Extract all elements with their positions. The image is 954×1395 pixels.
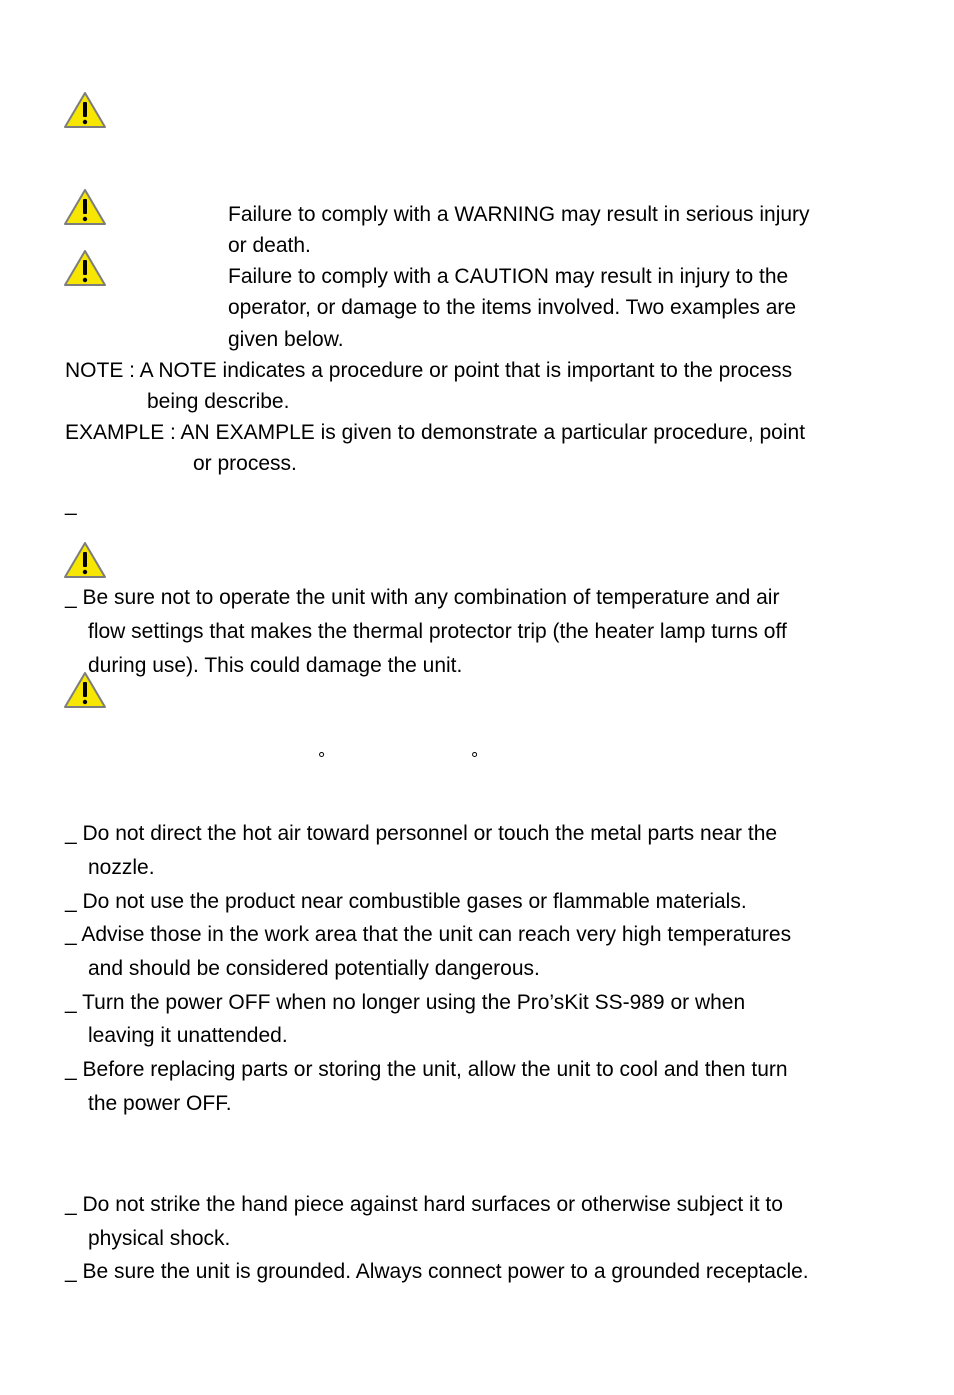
caution-definition-line: Failure to comply with a CAUTION may result in injury to the <box>228 265 789 288</box>
caution-paragraph-line: during use). This could damage the unit. <box>88 654 463 677</box>
degree-mark: ° <box>318 749 326 769</box>
degree-mark: ° <box>471 749 479 769</box>
caution-list-item: _ Do not strike the hand piece against hard surfaces or otherwise subject it to <box>65 1193 783 1216</box>
warning-list-item: _ Before replacing parts or storing the unit, allow the unit to cool and then turn <box>65 1058 788 1081</box>
example-definition-line: EXAMPLE : AN EXAMPLE is given to demonstrate a particular procedure, point <box>65 421 806 444</box>
caution-paragraph-line: flow settings that makes the thermal protector trip (the heater lamp turns off <box>88 620 787 643</box>
warning-list-item: the power OFF. <box>88 1092 232 1115</box>
warning-list-item: _ Advise those in the work area that the unit can reach very high temperatures <box>65 923 792 946</box>
warning-list-item: _ Turn the power OFF when no longer using the Pro’sKit SS-989 or when <box>65 991 746 1014</box>
caution-list-item: _ Be sure the unit is grounded. Always connect power to a grounded receptacle. <box>65 1260 809 1283</box>
caution-definition-line: given below. <box>228 328 344 351</box>
warning-triangle-icon <box>63 249 107 287</box>
warning-triangle-icon <box>63 541 107 579</box>
note-definition-line: being describe. <box>147 390 290 413</box>
warning-triangle-icon <box>63 91 107 129</box>
caution-paragraph-line: _ Be sure not to operate the unit with any combination of temperature and air <box>65 586 780 609</box>
caution-definition-line: operator, or damage to the items involved. Two examples are <box>228 296 797 319</box>
note-definition-line: NOTE : A NOTE indicates a procedure or point that is important to the process <box>65 359 793 382</box>
caution-list-item: physical shock. <box>88 1227 231 1250</box>
separator-mark: _ <box>65 493 77 516</box>
warning-list-item: leaving it unattended. <box>88 1024 288 1047</box>
warning-definition-line: Failure to comply with a WARNING may result in serious injury <box>228 203 810 226</box>
warning-triangle-icon <box>63 188 107 226</box>
warning-list-item: nozzle. <box>88 856 155 879</box>
example-definition-line: or process. <box>193 452 297 475</box>
warning-list-item: and should be considered potentially dangerous. <box>88 957 540 980</box>
warning-list-item: _ Do not use the product near combustible gases or flammable materials. <box>65 890 747 913</box>
warning-list-item: _ Do not direct the hot air toward personnel or touch the metal parts near the <box>65 822 778 845</box>
warning-definition-line: or death. <box>228 234 311 257</box>
